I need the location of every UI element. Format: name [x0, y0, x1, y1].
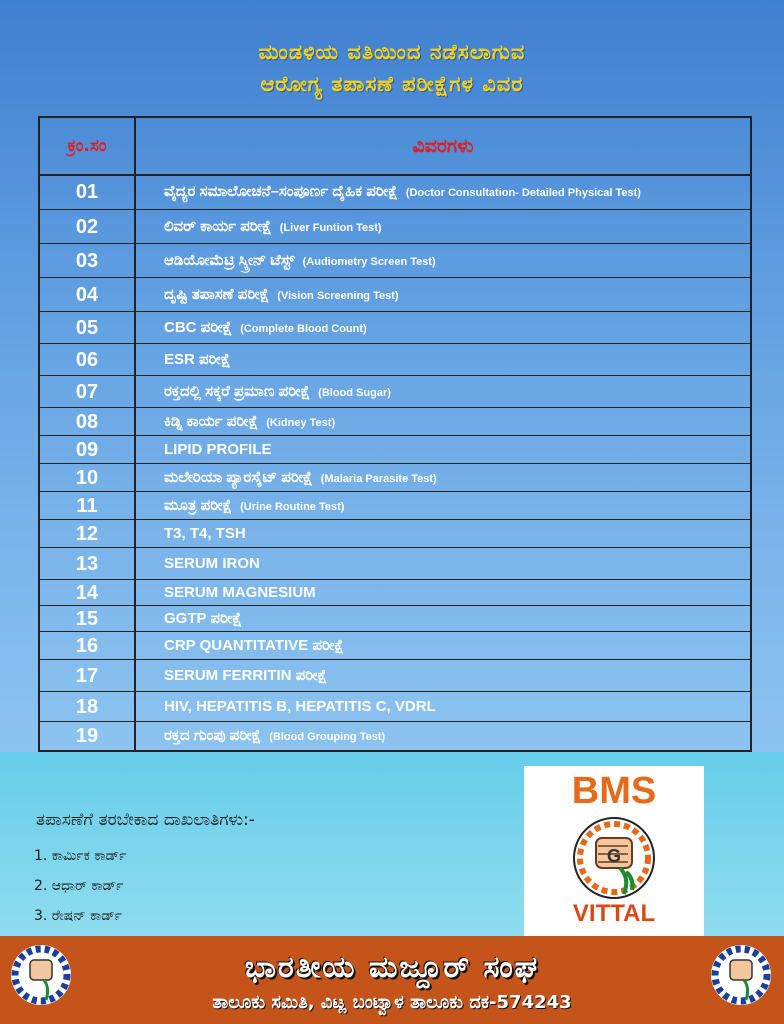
row-description — [164, 376, 744, 409]
document-item: 3. ರೇಷನ್ ಕಾರ್ಡ್ — [34, 908, 123, 924]
row-description-english: (Audiometry Screen Test) — [302, 256, 436, 268]
row-description — [164, 520, 744, 548]
row-description-english: (Complete Blood Count) — [240, 323, 367, 335]
table-row — [40, 464, 750, 492]
table-row — [40, 580, 750, 606]
bms-logo — [524, 766, 704, 936]
table-row — [40, 722, 750, 750]
svg-text:G: G — [606, 846, 622, 866]
table-row — [40, 344, 750, 376]
row-description-kannada: SERUM MAGNESIUM — [164, 584, 316, 601]
table-row — [40, 174, 750, 210]
row-description-kannada: ಲಿವರ್ ಕಾರ್ಯ ಪರೀಕ್ಷೆ — [164, 218, 272, 235]
row-description — [164, 312, 744, 345]
row-description-english: (Doctor Consultation- Detailed Physical Test) — [405, 187, 641, 199]
row-description-kannada: ವೈದ್ಯರ ಸಮಾಲೋಚನೆ–ಸಂಪೂರ್ಣ ದೈಹಿಕ ಪರೀಕ್ಷೆ — [164, 183, 398, 200]
header-serial-number: ಕ್ರಂ.ಸಂ — [67, 136, 107, 156]
row-serial-number: 03 — [75, 250, 99, 272]
row-serial-number: 18 — [75, 696, 99, 718]
row-serial-number: 11 — [76, 495, 98, 517]
row-description-english: (Malaria Parasite Test) — [320, 473, 437, 485]
row-serial-number: 15 — [75, 608, 99, 630]
row-description — [164, 464, 744, 493]
documents-title: ತಪಾಸಣೆಗೆ ತರಬೇಕಾದ ದಾಖಲಾತಿಗಳು:- — [36, 810, 255, 830]
row-description — [164, 436, 744, 464]
row-description-kannada: CRP QUANTITATIVE ಪರೀಕ್ಷೆ — [164, 637, 344, 654]
row-description-kannada: GGTP ಪರೀಕ್ಷೆ — [164, 610, 242, 627]
row-serial-number: 02 — [75, 216, 99, 238]
row-description-kannada: ಕಿಡ್ನಿ ಕಾರ್ಯ ಪರೀಕ್ಷೆ — [164, 413, 259, 430]
row-serial-number: 17 — [75, 665, 99, 687]
row-description-kannada: LIPID PROFILE — [164, 441, 272, 458]
row-description — [164, 606, 744, 632]
row-serial-number: 19 — [75, 725, 99, 747]
row-serial-number: 08 — [75, 411, 99, 433]
row-description-kannada: SERUM IRON — [164, 555, 260, 572]
row-description-kannada: ದೃಷ್ಟಿ ತಪಾಸಣೆ ಪರೀಕ್ಷೆ — [164, 286, 270, 303]
table-row — [40, 520, 750, 548]
row-description — [164, 344, 744, 376]
document-item: 2. ಆಧಾರ್ ಕಾರ್ಡ್ — [34, 878, 124, 894]
row-description-english: (Liver Funtion Test) — [279, 222, 382, 234]
row-description-kannada: T3, T4, TSH — [164, 525, 246, 542]
row-description-kannada: ESR ಪರೀಕ್ಷೆ — [164, 351, 231, 368]
row-description-english: (Kidney Test) — [266, 417, 336, 429]
row-description-english: (Blood Grouping Test) — [269, 731, 386, 743]
table-row — [40, 408, 750, 436]
header-details: ವಿವರಗಳು — [412, 135, 474, 157]
fist-gear-icon — [568, 816, 660, 900]
table-row — [40, 606, 750, 632]
row-serial-number: 09 — [75, 439, 99, 461]
row-description-kannada: HIV, HEPATITIS B, HEPATITIS C, VDRL — [164, 698, 436, 715]
table-row — [40, 244, 750, 278]
row-description-kannada: ರಕ್ತದ ಗುಂಪು ಪರೀಕ್ಷೆ — [164, 727, 262, 744]
row-serial-number: 04 — [75, 284, 99, 306]
row-description — [164, 244, 744, 279]
row-description — [164, 408, 744, 437]
page-title-line1: ಮಂಡಳಿಯ ವತಿಯಿಂದ ನಡೆಸಲಾಗುವ — [258, 40, 526, 64]
row-serial-number: 07 — [75, 381, 99, 403]
table-row — [40, 692, 750, 722]
row-serial-number: 01 — [75, 181, 99, 203]
table-row — [40, 632, 750, 660]
table-row — [40, 436, 750, 464]
row-description-kannada: ಆಡಿಯೋಮೆಟ್ರಿ ಸ್ಕ್ರೀನ್ ಟೆಸ್ಟ್ — [164, 252, 295, 269]
row-description-kannada: CBC ಪರೀಕ್ಷೆ — [164, 319, 233, 336]
table-row — [40, 548, 750, 580]
table-row — [40, 376, 750, 408]
row-description-kannada: ಮೂತ್ರ ಪರೀಕ್ಷೆ — [164, 497, 233, 514]
table-header — [40, 118, 750, 176]
page-title-line2: ಆರೋಗ್ಯ ತಪಾಸಣೆ ಪರೀಕ್ಷೆಗಳ ವಿವರ — [260, 72, 524, 96]
logo-bottom-text: VITTAL — [572, 900, 656, 927]
row-serial-number: 13 — [75, 553, 99, 575]
row-serial-number: 05 — [75, 317, 99, 339]
row-serial-number: 10 — [75, 467, 99, 489]
row-description — [164, 632, 744, 660]
table-row — [40, 492, 750, 520]
row-description-kannada: ಮಲೇರಿಯಾ ಪ್ಯಾರಸೈಟ್ ಪರೀಕ್ಷೆ — [164, 469, 313, 486]
table-row — [40, 312, 750, 344]
row-description-kannada: SERUM FERRITIN ಪರೀಕ್ಷೆ — [164, 667, 328, 684]
row-description — [164, 660, 744, 692]
row-description — [164, 722, 744, 751]
row-description — [164, 210, 744, 245]
document-item: 1. ಕಾರ್ಮಿಕ ಕಾರ್ಡ್ — [34, 848, 127, 864]
row-description-english: (Blood Sugar) — [318, 387, 391, 399]
row-description — [164, 692, 744, 722]
table-row — [40, 210, 750, 244]
row-serial-number: 12 — [75, 523, 99, 545]
tests-table — [38, 116, 752, 752]
row-serial-number: 06 — [75, 349, 99, 371]
logo-top-text: BMS — [571, 770, 657, 812]
row-description — [164, 548, 744, 580]
row-description-kannada: ರಕ್ತದಲ್ಲಿ ಸಕ್ಕರೆ ಪ್ರಮಾಣ ಪರೀಕ್ಷೆ — [164, 383, 311, 400]
organization-address: ತಾಲೂಕು ಸಮಿತಿ, ವಿಟ್ಲ ಬಂಟ್ವಾಳ ತಾಲೂಕು ದಕ-574243 — [212, 992, 572, 1013]
row-description — [164, 580, 744, 606]
row-description — [164, 174, 744, 211]
organization-name: ಭಾರತೀಯ ಮಜ್ದೂರ್ ಸಂಘ — [244, 950, 540, 985]
row-description — [164, 278, 744, 313]
table-row — [40, 278, 750, 312]
row-serial-number: 14 — [75, 582, 99, 604]
row-description-english: (Urine Routine Test) — [240, 501, 345, 513]
row-serial-number: 16 — [75, 635, 99, 657]
row-description-english: (Vision Screening Test) — [277, 290, 399, 302]
row-description — [164, 492, 744, 521]
table-row — [40, 660, 750, 692]
